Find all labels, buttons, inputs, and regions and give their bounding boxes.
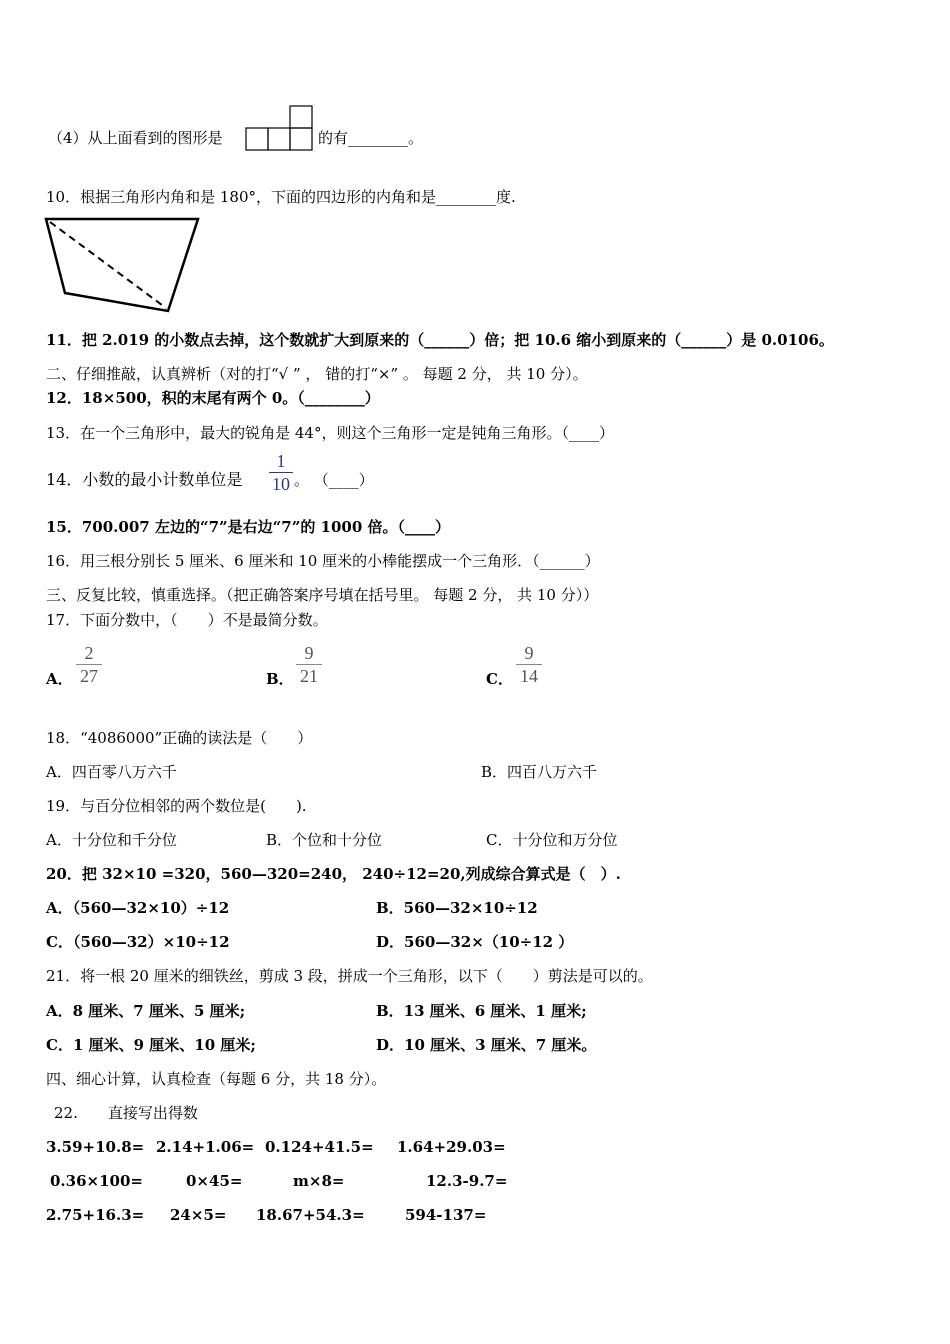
q22-calc: 0×45=: [186, 1172, 243, 1190]
q22-calc: 12.3-9.7=: [426, 1172, 508, 1190]
q18-option-a[interactable]: A．四百零八万六千: [46, 763, 177, 781]
q14-denominator: 10: [272, 474, 290, 494]
q19-option-c[interactable]: C．十分位和万分位: [486, 831, 618, 849]
q21-option-a[interactable]: A．8 厘米、7 厘米、5 厘米;: [46, 1002, 246, 1020]
section3-title: 三、反复比较，慎重选择。（把正确答案序号填在括号里。 每题 2 分， 共 10 分））: [46, 586, 599, 604]
q17-b-numerator: 9: [304, 643, 314, 663]
q17-text: 17．下面分数中，（ ）不是最简分数。: [46, 611, 328, 629]
q20-text: 20．把 32×10 =320，560—320=240， 240÷12=20,列成综合算式是（ ）.: [46, 865, 621, 883]
q17-c-numerator: 9: [524, 643, 534, 663]
q18-option-b[interactable]: B．四百八万六千: [481, 763, 598, 781]
q21-text: 21．将一根 20 厘米的细铁丝，剪成 3 段，拼成一个三角形，以下（ ）剪法是可以的。: [46, 967, 653, 985]
q22-calc: 3.59+10.8=: [46, 1138, 145, 1156]
q18-text: 18．“4086000”正确的读法是（ ）: [46, 729, 313, 747]
q17-option-c-label[interactable]: C．: [486, 670, 513, 688]
q19-option-b[interactable]: B．个位和十分位: [266, 831, 383, 849]
q17-a-denominator: 27: [80, 666, 98, 686]
section4-title: 四、细心计算，认真检查（每题 6 分，共 18 分）。: [46, 1070, 387, 1088]
q14-numerator: 1: [276, 451, 286, 471]
q21-option-d[interactable]: D．10 厘米、3 厘米、7 厘米。: [376, 1036, 597, 1054]
q22-calc: m×8=: [293, 1172, 345, 1190]
q16-text: 16．用三根分别长 5 厘米、6 厘米和 10 厘米的小棒能摆成一个三角形．（______）: [46, 552, 600, 570]
q22-calc: 2.75+16.3=: [46, 1206, 145, 1224]
q21-option-c[interactable]: C．1 厘米、9 厘米、10 厘米;: [46, 1036, 256, 1054]
q21-option-b[interactable]: B．13 厘米、6 厘米、1 厘米;: [376, 1002, 587, 1020]
q17-a-numerator: 2: [84, 643, 94, 663]
top-view-figure: [245, 104, 315, 152]
q13-text: 13．在一个三角形中，最大的锐角是 44°，则这个三角形一定是钝角三角形。（____）: [46, 424, 614, 442]
q17-b-denominator: 21: [300, 666, 318, 686]
q22-calc: 1.64+29.03=: [397, 1138, 506, 1156]
section2-title: 二、仔细推敲，认真辨析（对的打“√ ” ， 错的打“×” 。 每题 2 分， 共 10 分）。: [46, 365, 588, 383]
q14-suffix: 。 （____）: [294, 471, 374, 489]
q12-text: 12．18×500，积的末尾有两个 0。（________）: [46, 389, 380, 407]
q22-calc: 0.36×100=: [50, 1172, 143, 1190]
q20-option-b[interactable]: B．560—32×10÷12: [376, 899, 538, 917]
q14-prefix: 14．小数的最小计数单位是: [46, 470, 243, 489]
q9-part4-suffix: 的有________。: [318, 129, 424, 147]
q17-c-denominator: 14: [520, 666, 538, 686]
q9-part4-prefix: （4）从上面看到的图形是: [48, 129, 223, 147]
q17-option-a-fraction: [76, 643, 102, 686]
q17-option-b-label[interactable]: B．: [266, 670, 294, 688]
q19-option-a[interactable]: A．十分位和千分位: [46, 831, 177, 849]
q22-calc: 2.14+1.06=: [156, 1138, 255, 1156]
q22-calc: 594-137=: [405, 1206, 487, 1224]
q19-text: 19．与百分位相邻的两个数位是( ).: [46, 797, 307, 815]
quadrilateral-figure: [40, 214, 205, 316]
q22-title: 22. 直接写出得数: [54, 1104, 198, 1122]
q17-option-c-fraction: [516, 643, 542, 686]
q17-option-a-label[interactable]: A．: [46, 670, 73, 688]
q14-fraction: [269, 451, 293, 494]
q22-calc: 24×5=: [170, 1206, 227, 1224]
q17-option-b-fraction: [296, 643, 322, 686]
q10-text: 10．根据三角形内角和是 180°，下面的四边形的内角和是________度.: [46, 188, 516, 206]
q20-option-c[interactable]: C．（560—32）×10÷12: [46, 933, 230, 951]
q15-text: 15．700.007 左边的“7”是右边“7”的 1000 倍。（____）: [46, 518, 451, 536]
q22-calc: 0.124+41.5=: [265, 1138, 374, 1156]
q20-option-d[interactable]: D．560—32×（10÷12 ）: [376, 933, 574, 951]
q20-option-a[interactable]: A．（560—32×10）÷12: [46, 899, 230, 917]
q11-text: 11．把 2.019 的小数点去掉，这个数就扩大到原来的（______）倍；把 10.6 缩小到原来的（______）是 0.0106。: [46, 331, 834, 349]
q22-calc: 18.67+54.3=: [256, 1206, 365, 1224]
